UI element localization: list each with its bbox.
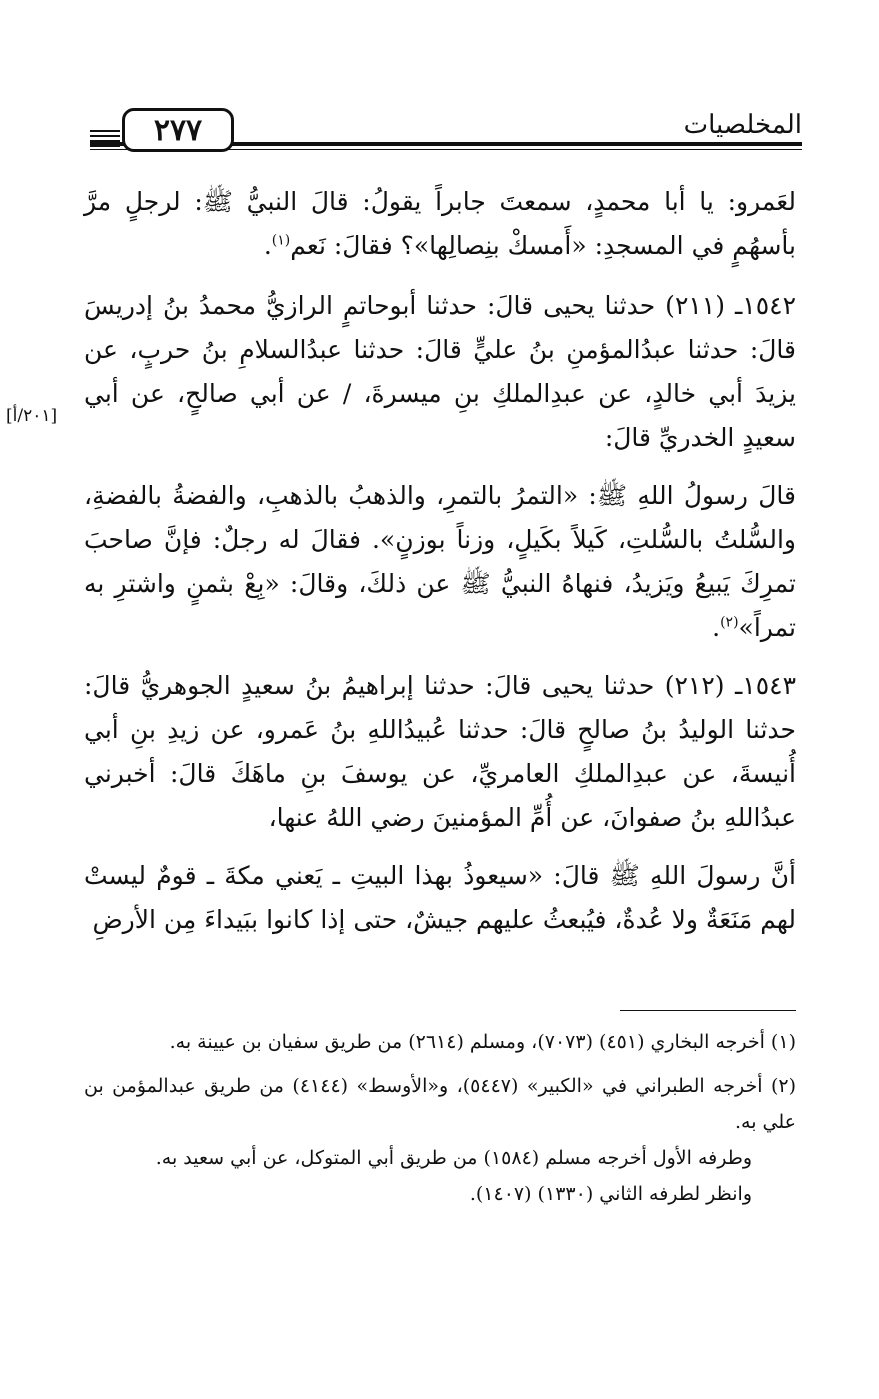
margin-folio-note: [٢٠١/أ] [6, 406, 58, 426]
paragraph-1 [84, 180, 796, 268]
paragraph-1-end: . [263, 231, 272, 260]
page-number: ٢٧٧ [122, 108, 234, 152]
paragraph-hadith-1543-isnad: ١٥٤٣ـ (٢١٢) حدثنا يحيى قالَ: حدثنا إبراهيمُ بنُ سعيدٍ الجوهريُّ قالَ: حدثنا الوليدُ بنُ صالحٍ قالَ: حدثنا عُبيدُاللهِ بنُ عَمرو، عن زيدِ بنِ أبي أُنيسةَ، عن عبدِالملكِ العامريِّ، عن يوسفَ بنِ ماهَكَ قالَ: أخبرني عبدُاللهِ بنُ صفوانَ، عن أُمِّ المؤمنينَ رضي اللهُ عنها، [84, 671, 796, 832]
paragraph-3-end: . [712, 613, 721, 642]
footnote-1: (١) أخرجه البخاري (٤٥١) (٧٠٧٣)، ومسلم (٢٦١٤) من طريق سفيان بن عيينة به. [169, 1031, 796, 1053]
paragraph-hadith-1542-matn [84, 474, 796, 650]
footnote-divider [620, 1010, 796, 1011]
footnote-2-line-1: (٢) أخرجه الطبراني في «الكبير» (٥٤٤٧)، و«الأوسط» (٤١٤٤) من طريق عبدالمؤمن بن علي به. [84, 1075, 796, 1133]
footnotes [84, 1024, 796, 1220]
paragraph-3-text: قالَ رسولُ اللهِ ﷺ: «التمرُ بالتمرِ، والذهبُ بالذهبِ، والفضةُ بالفضةِ، والسُّلتُ بالسُّلتِ، كَيلاً بكَيلٍ، وزناً بوزنٍ». فقالَ له رجلٌ: فإنَّ صاحبَ تمرِكَ يَبيعُ ويَزيدُ، فنهاهُ النبيُّ ﷺ عن ذلكَ، وقالَ: «بِعْ بثمنٍ واشترِ به تمراً» [84, 481, 796, 642]
footnote-2-line-3: وانظر لطرفه الثاني (١٣٣٠) (١٤٠٧). [469, 1183, 752, 1205]
footnote-ref-1: (١) [271, 232, 291, 249]
paragraph-hadith-1543-matn: أنَّ رسولَ اللهِ ﷺ قالَ: «سيعوذُ بهذا البيتِ ـ يَعني مكةَ ـ قومٌ ليستْ لهم مَنَعَةٌ ولا عُدةٌ، فيُبعثُ عليهم جيشٌ، حتى إذا كانوا ببَيداءَ مِن الأرضِ [84, 861, 796, 934]
page-header [90, 108, 802, 160]
footnote-2 [84, 1068, 796, 1212]
paragraph-hadith-1542-isnad: ١٥٤٢ـ (٢١١) حدثنا يحيى قالَ: حدثنا أبوحاتمٍ الرازيُّ محمدُ بنُ إدريسَ قالَ: حدثنا عبدُالمؤمنِ بنُ عليٍّ قالَ: حدثنا عبدُالسلامِ بنُ حربٍ، عن يزيدَ أبي خالدٍ، عن عبدِالملكِ بنِ ميسرةَ، / عن أبي صالحٍ، عن أبي سعيدٍ الخدريِّ قالَ: [84, 291, 796, 452]
main-text [84, 180, 796, 956]
footnote-ref-2: (٢) [720, 614, 739, 631]
footnote-2-line-2: وطرفه الأول أخرجه مسلم (١٥٨٤) من طريق أبي المتوكل، عن أبي سعيد به. [155, 1147, 752, 1169]
paragraph-1-text: لعَمرو: يا أبا محمدٍ، سمعتَ جابراً يقولُ: قالَ النبيُّ ﷺ: لرجلٍ مرَّ بأسهُمٍ في المسجدِ: «أَمسكْ بنِصالِها»؟ فقالَ: نَعم [84, 187, 796, 260]
header-hatch-rule [90, 130, 120, 150]
running-title: المخلصيات [676, 110, 802, 140]
